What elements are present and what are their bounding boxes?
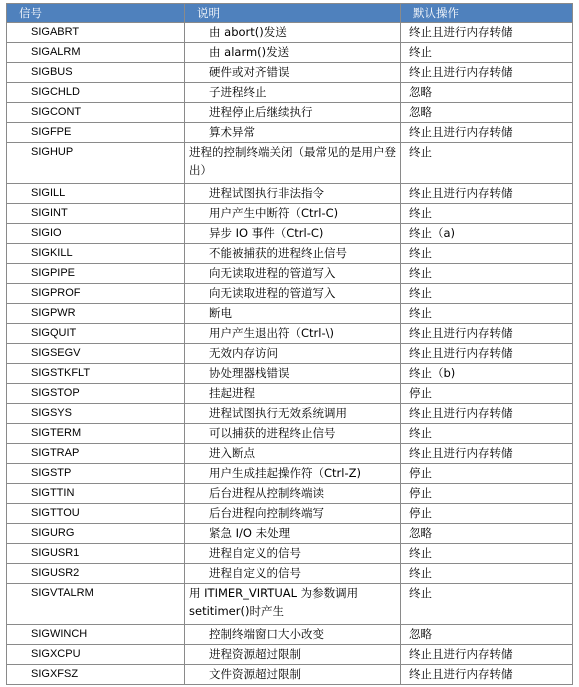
signal-default-action-cell: 终止 bbox=[401, 244, 573, 264]
signal-description-cell: 协处理器栈错误 bbox=[185, 364, 401, 384]
signal-default-action-cell: 终止（b) bbox=[401, 364, 573, 384]
signal-default-action-cell: 停止 bbox=[401, 484, 573, 504]
signal-description-cell: 用户产生退出符（Ctrl-\) bbox=[185, 324, 401, 344]
signal-name-cell: SIGTERM bbox=[7, 424, 185, 444]
signal-name-cell: SIGCONT bbox=[7, 103, 185, 123]
signal-default-action-cell: 终止且进行内存转储 bbox=[401, 404, 573, 424]
signal-name-cell: SIGKILL bbox=[7, 244, 185, 264]
table-row bbox=[7, 625, 573, 645]
table-row bbox=[7, 504, 573, 524]
signal-description-cell: 硬件或对齐错误 bbox=[185, 63, 401, 83]
signal-description-cell: 用户产生中断符（Ctrl-C) bbox=[185, 204, 401, 224]
signal-default-action-cell: 停止 bbox=[401, 384, 573, 404]
signal-name-cell: SIGXCPU bbox=[7, 645, 185, 665]
signal-default-action-cell: 终止且进行内存转储 bbox=[401, 344, 573, 364]
signal-name-cell: SIGQUIT bbox=[7, 324, 185, 344]
signal-description-cell: 后台进程向控制终端写 bbox=[185, 504, 401, 524]
table-row bbox=[7, 544, 573, 564]
signal-default-action-cell: 终止 bbox=[401, 424, 573, 444]
signal-name-cell: SIGWINCH bbox=[7, 625, 185, 645]
signal-name-cell: SIGSTP bbox=[7, 464, 185, 484]
signal-description-cell: 进程试图执行无效系统调用 bbox=[185, 404, 401, 424]
signal-name-cell: SIGUSR2 bbox=[7, 564, 185, 584]
table-row bbox=[7, 123, 573, 143]
signal-name-cell: SIGCHLD bbox=[7, 83, 185, 103]
signal-default-action-cell: 终止 bbox=[401, 264, 573, 284]
table-row bbox=[7, 364, 573, 384]
signal-description-cell: 用户生成挂起操作符（Ctrl-Z) bbox=[185, 464, 401, 484]
signal-name-cell: SIGTTIN bbox=[7, 484, 185, 504]
signal-name-cell: SIGHUP bbox=[7, 143, 185, 184]
table-row bbox=[7, 665, 573, 685]
signal-description-cell: 可以捕获的进程终止信号 bbox=[185, 424, 401, 444]
signal-default-action-cell: 终止（a) bbox=[401, 224, 573, 244]
table-row bbox=[7, 524, 573, 544]
signal-default-action-cell: 终止 bbox=[401, 584, 573, 625]
signal-description-cell: 用 ITIMER_VIRTUAL 为参数调用 setitimer()时产生 bbox=[185, 584, 401, 625]
signal-table bbox=[6, 3, 573, 685]
header-row bbox=[7, 4, 573, 23]
signal-description-cell: 进入断点 bbox=[185, 444, 401, 464]
signal-name-cell: SIGSTKFLT bbox=[7, 364, 185, 384]
signal-name-cell: SIGSYS bbox=[7, 404, 185, 424]
table-row bbox=[7, 63, 573, 83]
signal-description-cell: 子进程终止 bbox=[185, 83, 401, 103]
table-row bbox=[7, 484, 573, 504]
signal-default-action-cell: 终止 bbox=[401, 304, 573, 324]
signal-name-cell: SIGTRAP bbox=[7, 444, 185, 464]
signal-default-action-cell: 终止且进行内存转储 bbox=[401, 324, 573, 344]
signal-name-cell: SIGSTOP bbox=[7, 384, 185, 404]
signal-name-cell: SIGIO bbox=[7, 224, 185, 244]
signal-default-action-cell: 终止且进行内存转储 bbox=[401, 184, 573, 204]
table-row bbox=[7, 344, 573, 364]
signal-name-cell: SIGTTOU bbox=[7, 504, 185, 524]
signal-name-cell: SIGPROF bbox=[7, 284, 185, 304]
table-row bbox=[7, 103, 573, 123]
signal-description-cell: 由 abort()发送 bbox=[185, 23, 401, 43]
signal-description-cell: 进程的控制终端关闭（最常见的是用户登出） bbox=[185, 143, 401, 184]
signal-description-cell: 断电 bbox=[185, 304, 401, 324]
signal-default-action-cell: 忽略 bbox=[401, 524, 573, 544]
signal-default-action-cell: 终止且进行内存转储 bbox=[401, 23, 573, 43]
signal-description-cell: 进程自定义的信号 bbox=[185, 564, 401, 584]
table-row bbox=[7, 464, 573, 484]
signal-name-cell: SIGALRM bbox=[7, 43, 185, 63]
signal-description-cell: 向无读取进程的管道写入 bbox=[185, 264, 401, 284]
header-signal: 信号 bbox=[7, 4, 185, 23]
signal-name-cell: SIGURG bbox=[7, 524, 185, 544]
table-row bbox=[7, 244, 573, 264]
table-row bbox=[7, 324, 573, 344]
table-row bbox=[7, 584, 573, 625]
table-row bbox=[7, 143, 573, 184]
table-row bbox=[7, 83, 573, 103]
table-row bbox=[7, 184, 573, 204]
signal-description-cell: 进程资源超过限制 bbox=[185, 645, 401, 665]
table-row bbox=[7, 404, 573, 424]
table-row bbox=[7, 645, 573, 665]
signal-description-cell: 异步 IO 事件（Ctrl-C) bbox=[185, 224, 401, 244]
table-row bbox=[7, 564, 573, 584]
table-row bbox=[7, 264, 573, 284]
signal-default-action-cell: 终止 bbox=[401, 204, 573, 224]
table-row bbox=[7, 384, 573, 404]
signal-name-cell: SIGSEGV bbox=[7, 344, 185, 364]
signal-default-action-cell: 终止且进行内存转储 bbox=[401, 444, 573, 464]
signal-description-cell: 紧急 I/O 未处理 bbox=[185, 524, 401, 544]
signal-name-cell: SIGXFSZ bbox=[7, 665, 185, 685]
signal-default-action-cell: 终止且进行内存转储 bbox=[401, 645, 573, 665]
signal-default-action-cell: 终止 bbox=[401, 43, 573, 63]
table-row bbox=[7, 43, 573, 63]
table-row bbox=[7, 444, 573, 464]
signal-name-cell: SIGBUS bbox=[7, 63, 185, 83]
signal-name-cell: SIGPWR bbox=[7, 304, 185, 324]
signal-name-cell: SIGILL bbox=[7, 184, 185, 204]
table-row bbox=[7, 204, 573, 224]
table-row bbox=[7, 304, 573, 324]
signal-default-action-cell: 终止 bbox=[401, 284, 573, 304]
signal-name-cell: SIGFPE bbox=[7, 123, 185, 143]
signal-description-cell: 不能被捕获的进程终止信号 bbox=[185, 244, 401, 264]
signal-name-cell: SIGVTALRM bbox=[7, 584, 185, 625]
signal-description-cell: 控制终端窗口大小改变 bbox=[185, 625, 401, 645]
signal-name-cell: SIGUSR1 bbox=[7, 544, 185, 564]
signal-default-action-cell: 终止且进行内存转储 bbox=[401, 123, 573, 143]
signal-description-cell: 进程停止后继续执行 bbox=[185, 103, 401, 123]
signal-description-cell: 挂起进程 bbox=[185, 384, 401, 404]
signal-name-cell: SIGINT bbox=[7, 204, 185, 224]
signal-default-action-cell: 终止且进行内存转储 bbox=[401, 665, 573, 685]
signal-description-cell: 后台进程从控制终端读 bbox=[185, 484, 401, 504]
table-row bbox=[7, 23, 573, 43]
signal-description-cell: 由 alarm()发送 bbox=[185, 43, 401, 63]
signal-default-action-cell: 停止 bbox=[401, 504, 573, 524]
signal-description-cell: 向无读取进程的管道写入 bbox=[185, 284, 401, 304]
table-row bbox=[7, 424, 573, 444]
signal-default-action-cell: 忽略 bbox=[401, 83, 573, 103]
signal-default-action-cell: 终止 bbox=[401, 544, 573, 564]
header-description: 说明 bbox=[185, 4, 401, 23]
signal-description-cell: 进程自定义的信号 bbox=[185, 544, 401, 564]
table-row bbox=[7, 284, 573, 304]
signal-default-action-cell: 终止 bbox=[401, 143, 573, 184]
signal-description-cell: 进程试图执行非法指令 bbox=[185, 184, 401, 204]
signal-description-cell: 算术异常 bbox=[185, 123, 401, 143]
signal-default-action-cell: 忽略 bbox=[401, 103, 573, 123]
signal-default-action-cell: 终止且进行内存转储 bbox=[401, 63, 573, 83]
signal-description-cell: 无效内存访问 bbox=[185, 344, 401, 364]
table-row bbox=[7, 224, 573, 244]
signal-default-action-cell: 忽略 bbox=[401, 625, 573, 645]
signal-default-action-cell: 终止 bbox=[401, 564, 573, 584]
signal-name-cell: SIGPIPE bbox=[7, 264, 185, 284]
signal-default-action-cell: 停止 bbox=[401, 464, 573, 484]
signal-description-cell: 文件资源超过限制 bbox=[185, 665, 401, 685]
header-action: 默认操作 bbox=[401, 4, 573, 23]
signal-name-cell: SIGABRT bbox=[7, 23, 185, 43]
